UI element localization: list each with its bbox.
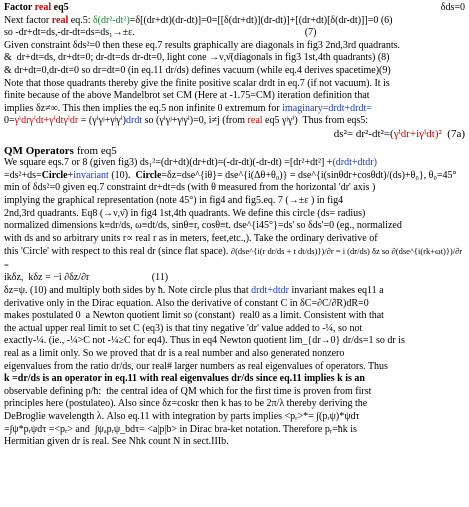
- text-bold: Circle: [135, 169, 162, 181]
- formula-11: ∂(dse^{i(r dr/ds + t dt/ds)})/∂r = i (dr/ds) δz so ∂(dse^{i(rk+ωt)})/∂r =: [4, 246, 465, 270]
- text: +: [67, 169, 74, 181]
- qm-line18: observable defining p/ħ: the central idea of QM which for the first time is proven from first: [4, 385, 372, 397]
- para1-line4: & dr+dt=ds, dr+dt=0; dr-dt=ds dr-dt=0, light cone →ν,ν̄(diagonals in fig3 1st,4th quadrants) (8): [4, 52, 390, 64]
- text: (10).: [108, 169, 136, 181]
- section-title: [4, 2, 69, 15]
- para1-line9: [4, 115, 465, 128]
- text: eq.5:: [68, 14, 93, 26]
- text: this 'Circle' with respect to this real dr (since flat space).: [4, 246, 229, 258]
- para1-line6: Note that those quadrants thereby give the finite positive scalar drdt in eq.7 (if not vacuum). It is: [4, 77, 390, 89]
- para1-line2: so -dr+dt=ds,-dr-dt=ds=ds₁→±ε. (7): [4, 27, 317, 39]
- title-text: Factor: [4, 2, 35, 13]
- text: ds²= dr²-dt²=(: [333, 127, 394, 140]
- equation-7a: [4, 128, 465, 141]
- qm-line3: min of δds²=0 given eq.7 constraint dr+dt=ds (with θ measured from the horizontal 'dr' axis ): [4, 182, 376, 194]
- qm-line13: the actual upper real limit to set C (eq3) is that tiny negative 'dr' value added to -¼, so not: [4, 322, 363, 334]
- text: (7a): [441, 127, 465, 140]
- qm-line22: Hermitian given dr is real. See Nhk count N in sect.IIIb.: [4, 436, 229, 448]
- qm-line12: makes postulated 0 a Newton quotient limit so (constant) real0 as a limit. Consistent with that: [4, 310, 384, 322]
- qm-line16: eigenvalues from the ratio dr/ds, our real# larger numbers as real eigenvalues of operators. Thus: [4, 360, 388, 372]
- text-green: δ(dr²-dt²): [92, 14, 130, 26]
- text-blue: drdt: [125, 115, 143, 127]
- text: = (γⁱγʲ+γʲγⁱ): [78, 115, 126, 127]
- text-blue: drdt+dtdr: [251, 285, 289, 297]
- text: δz=ψ. (10) and multiply both sides by ħ. Note circle plus that: [4, 285, 252, 297]
- qm-line7: with ds and so arbitrary units r∝ real r as in meters, feet,etc.,). Take the ordinary derivative of: [4, 232, 378, 244]
- qm-line11: derivative only in the Dirac equation. Also the derivative of constant C in δC=∂C/∂R)dR=0: [4, 297, 369, 309]
- text: eq5 γʲγⁱ) Thus from eqs5:: [262, 115, 369, 127]
- para1-line1: [4, 15, 465, 28]
- text: 0=: [4, 115, 15, 127]
- text-blue: imaginary=drdt+drdt=: [282, 102, 372, 114]
- qm-line4: implying the graphical representation (note 45°) in fig4 and fig5.eq. 7 (→±ε ) in fig4: [4, 194, 344, 206]
- qm-line6: normalized dimensions k≡dr/ds, ω≡dt/ds, sinθ≡r, cosθ≡t. dse^{i45°}=ds' so δds'=0 (eg., normalized: [4, 220, 402, 232]
- qm-line15: real as a limit only. So we proved that dr is a real number and also generated nonzero: [4, 348, 345, 360]
- text-real: real: [247, 115, 263, 127]
- qm-line2: [4, 170, 465, 183]
- qm-line21: =∫ψ*pᵣψdτ =<pᵣ> and ∫ψₐpᵣψ_bdτ= <a|p|b> in Dirac bra-ket notation. Therefore pᵣ=ħk is: [4, 423, 357, 435]
- qm-sub: from eq5: [73, 144, 117, 157]
- qm-line5: 2nd,3rd quadrants. Eq8 (→ν,ν̄) in fig4 1st,4th quadrants. We define this circle (ds= radius): [4, 207, 366, 219]
- title-eq: eq5: [51, 2, 69, 13]
- text: Next factor: [4, 14, 52, 26]
- qm-line8: [4, 245, 465, 272]
- qm-line17: k =dr/ds is an operator in eq.11 with real eigenvalues dr/ds since eq.11 implies k is an: [4, 373, 365, 385]
- qm-line10: [4, 285, 465, 298]
- text: =δz=dse^{iθ}= dse^{i(Δθ+θ₀)} = dse^{i(sinθdr+cosθdt)/(ds)+θ₀}, θ₀=45°: [161, 169, 457, 181]
- qm-line14: exactly-¼. (ie., -¼>C not -¼≥C for eq4). Thus in eq4 Newton quotient lim_{dr→0} dr/ds=1 so dr is: [4, 335, 405, 347]
- text: implies δz≠∞. This then implies the eq.5 non infinite 0 extremum for: [4, 102, 283, 114]
- text-bold: Circle: [41, 169, 68, 181]
- para1-line8: [4, 103, 465, 116]
- para1-line3: Given constraint δds²=0 then these eq.7 results graphically are diagonals in fig3 2nd,3rd quadrants.: [4, 39, 401, 51]
- title-real-word: real: [34, 2, 52, 13]
- text: so (γⁱγʲ+γʲγⁱ)=0, i≠j (from: [142, 115, 248, 127]
- text-red: γⁱdr+iγⁱdt)²: [393, 127, 442, 140]
- text: invariant makes eq11 a: [288, 285, 384, 297]
- text-blue: invariant: [73, 169, 109, 181]
- qm-title: QM Operators: [4, 144, 74, 157]
- text: We square eqs.7 or 8 (given fig3) ds₁²=(dr+dt)(dr+dt)=(-dr-dt)(-dr-dt) =[dr²+dt²] +: [4, 157, 333, 169]
- header-right: δds=0: [440, 2, 465, 13]
- text: =ds²+ds=: [4, 169, 42, 181]
- para1-line5: & dr+dt=0,dr-dt=0 so dr=dt=0 (in eq.11 dr/ds) defines vacuum (while eq.4 derives spacetime)(9): [4, 64, 391, 76]
- text-real: real: [51, 14, 69, 26]
- para1-line7: finite because of the above Mandelbrot set CM (Here at -1.75=CM) iteration definition that: [4, 90, 370, 102]
- header-row: [4, 2, 465, 15]
- qm-line1: [4, 157, 465, 170]
- qm-line20: DeBroglie wavelength λ. Also eq.11 with integration by parts implies <pᵣ>*= ∫(pᵣψ)*ψdτ: [4, 411, 360, 422]
- text-blue: (drdt+dtdr): [332, 157, 377, 169]
- qm-line19: principles here (postulateo). Also since δz=coskr then k has to be 2π/λ thereby deriving the: [4, 398, 368, 410]
- text: =δ[(dr+dt)(dr-dt)]=0=[[δ(dr+dt)](dr-dt)]+[(dr+dt)[δ(dr-dt)]]=0 (6): [129, 14, 393, 26]
- qm-line9: ikδz, kδz = −i ∂δz/∂r (11): [4, 272, 169, 284]
- text-red: γⁱdrγⁱdt+γⁱdtγⁱdr: [14, 115, 79, 127]
- qm-heading: [4, 145, 465, 158]
